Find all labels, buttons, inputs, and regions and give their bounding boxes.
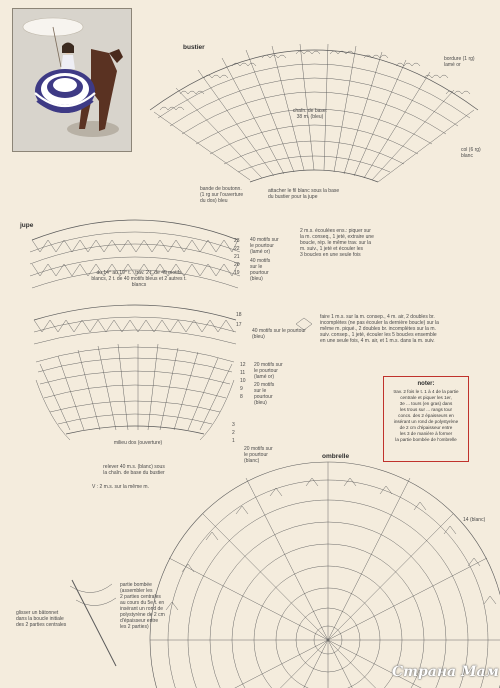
row-12: 12 [240,362,246,368]
partie-bombee-label: partie bombée (assembler les 2 parties centrales au cours du 5e t. en insérant un rond de polystyrène de 2 cm d'épaisseur entre les 2 parties) [120,582,165,630]
row-19: 19 [234,270,240,276]
col-label: col (6 rg) blanc [461,147,481,159]
milieu-label: milieu dos (ouverture) [113,440,163,446]
chain-label: chaîn. de base: 38 m. (bleu) [292,108,328,120]
attacher-label: attacher le fil blanc sous la base du bustier pour la jupe [268,188,340,200]
row-17: 17 [236,322,242,328]
notes-title: noter: [417,381,435,387]
bustier-title: bustier [183,44,205,51]
jupe-legend: V : 2 m.s. sur la même m. [92,484,149,490]
ombrelle-rows: 14 (blanc) [463,517,486,523]
label-20-blanc: 20 motifs sur le pourtour (blanc) [244,446,273,464]
label-20-or: 20 motifs sur le pourtour (lamé or) [254,362,283,380]
watermark-logo: Страна Мам [392,664,499,680]
label-40-bleu-b: 40 motifs sur le pourtour (bleu) [252,328,306,340]
legend-2ms: 2 m.s. écoulées ens.: piquer sur la m. conseq., 1 jeté, extraire une boucle, rép. le même trav. sur la m. suiv., 1 jeté et écouler les 3 boucles en une seule fois [300,228,374,258]
relever-label: relever 40 m.s. (blanc) sous la chaîn. de base du bustier [103,464,165,476]
label-20-bleu: 20 motifs sur le pourtour (bleu) [254,382,275,406]
row-3: 3 [232,422,235,428]
row-1: 1 [232,438,235,444]
row-10: 10 [240,378,246,384]
partie-bombee-sketch [70,580,116,666]
row-18: 18 [236,312,242,318]
row-23: 23 [234,238,240,244]
glisser-label: glisser un bâtonnet dans la boucle initiale des 2 parties centrales [16,610,67,628]
ombrelle-chart [150,462,500,688]
bordure-label: bordure (1 rg) lamé or [444,56,475,68]
row-21: 21 [234,254,240,260]
row-2: 2 [232,430,235,436]
ombrelle-title: ombrelle [322,453,350,460]
bande-label: bande de boutonn. (1 rg sur l'ouverture du dos) bleu [200,186,244,204]
row-9: 9 [240,386,243,392]
legend-faire: faire 1 m.s. sur la m. consep., 4 m. air, 2 doubles br. incomplètes (ne pas écouler la dernière boucle) sur la même m. piqué., 2 doubles br. incomplètes sur la m. suiv. consep., 1 jeté, écouler les 5 boucles ensemble en une seule fois, 4 m. air, et 1 m.s. dans la m. suiv. [320,314,439,344]
row-8: 8 [240,394,243,400]
row-20: 20 [234,262,240,268]
jupe-title: jupe [20,222,34,229]
label-40-or: 40 motifs sur le pourtour (lamé or) [250,237,279,255]
jupe-chart [30,220,240,440]
label-blanc: du 14° au 19° t. : trav. 2 t. de 40 motifs blancs, 2 t. de 40 motifs bleus et 2 autres t. blancs [91,270,187,288]
row-22: 22 [234,246,240,252]
notes-body: trav. 2 fois le t. 1 à 4 de la partie centrale et piquer les 1er, 3e ... tours (en gras) dans les trous sur ... rangs tour concs. des 2 épaisseurs en insérant un rond de polystyrène de 2 cm d'épaisseur entre les 3 de manière à former la partie bombée de l'ombrelle [393,389,459,442]
label-40-bleu: 40 motifs sur le pourtour (bleu) [250,258,271,282]
row-11: 11 [240,370,246,376]
notes-box [383,376,469,462]
